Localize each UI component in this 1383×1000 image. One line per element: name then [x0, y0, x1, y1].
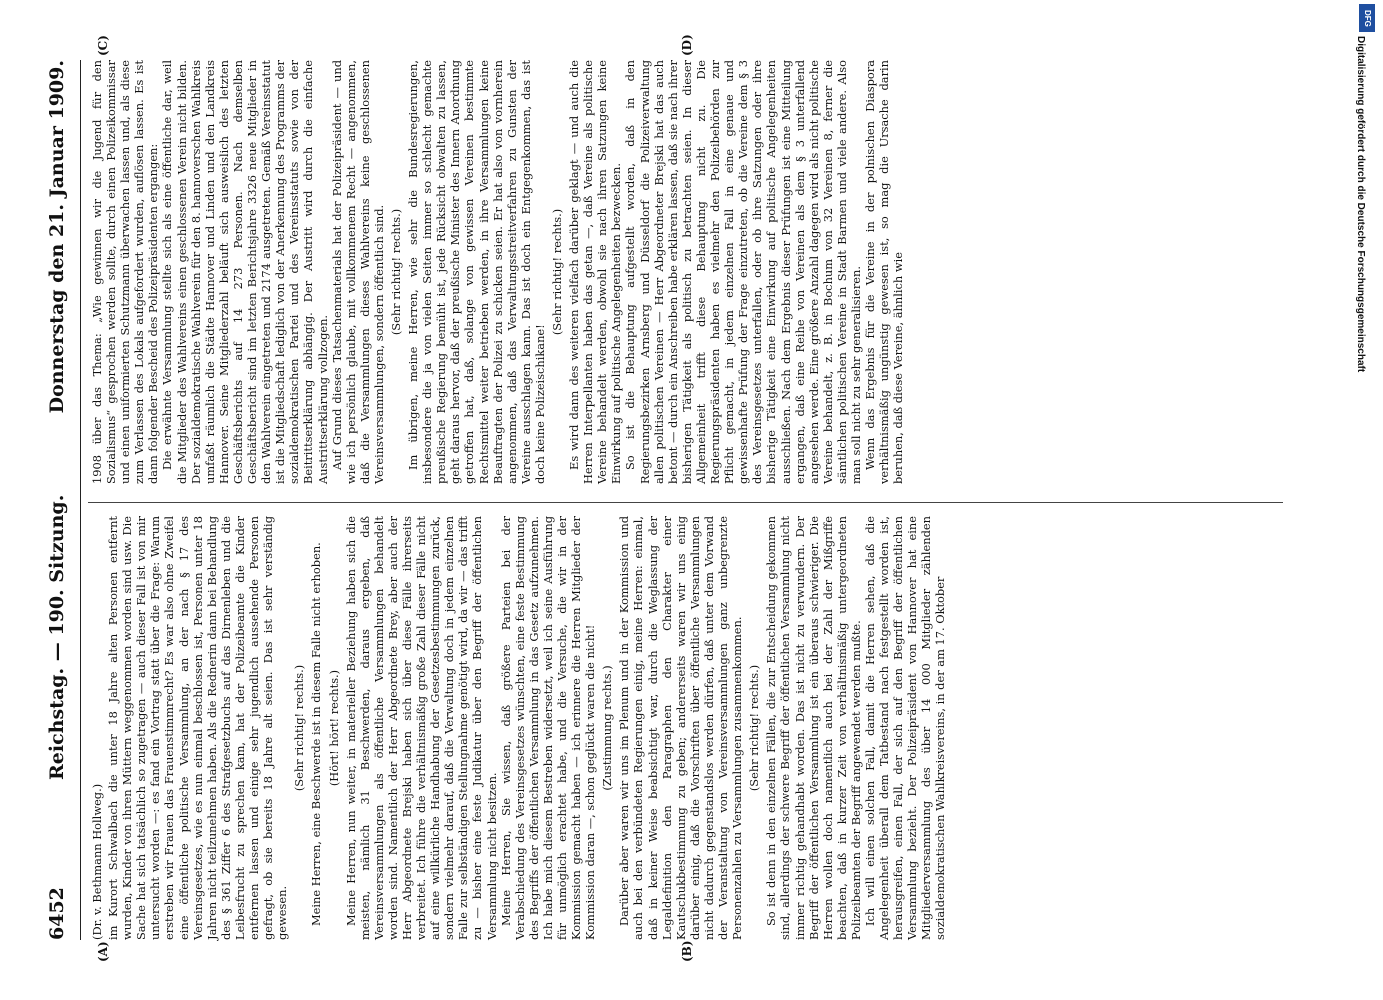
margin-marker-a: (A)	[96, 941, 110, 962]
left-column	[90, 516, 948, 940]
interjection: (Sehr richtig! rechts.)	[747, 664, 762, 792]
margin-marker-d: (D)	[680, 34, 694, 56]
digitization-credit: Digitalisierung gefördert durch die Deutsche Forschungsgemeinschaft	[1355, 36, 1366, 373]
paragraph: 1908 über das Thema: „Wie gewinnen wir die Jugend für den Sozialismus“ gesprochen werden sollte, durch einen Polizeikommissar und einen uniformierten Schutzmann überwachen lassen und, als diese zum Verlassen des Lokals aufgefordert wurden, auflösen lassen. Es ist dann folgender Bescheid des Polizeipräsidenten ergangen:	[90, 60, 161, 484]
paragraph: Meine Herren, eine Beschwerde ist in diesem Falle nicht erhoben.	[309, 542, 324, 926]
paragraph: So ist die Behauptung aufgestellt worden, daß in den Regierungsbezirken Arnsberg und Düsseldorf die Polizeiverwaltung allen politischen Vereinen — Herr Abgeordneter Brejski hat das auch betont — durch ein Anschreiben habe erklären lassen, daß sie nach ihrer bisherigen Tätigkeit als politisch zu betrachten seien. In dieser Allgemeinheit trifft diese Behauptung nicht zu. Die Regierungspräsidenten haben es vielmehr den Polizeibehörden zur Pflicht gemacht, in jedem einzelnen Fall in eine genaue und gewissenhafte Prüfung der Frage einzutreten, ob die Vereine dem § 3 des Vereinsgesetzes unterfallen, oder ob ihre Satzungen oder ihre bisherige Tätigkeit eine Einwirkung auf politische Angelegenheiten ausschließen. Nach dem Ergebnis dieser Prüfungen ist eine Mitteilung ergangen, daß eine Reihe von Vereinen als dem § 3 unterfallend angesehen werde. Eine größere Anzahl dagegen wird als nicht politische Vereine behandelt, z. B. in Bochum von 32 Vereinen 8, ferner die sämtlichen politischen Vereine in Stadt Barmen und viele andere. Also man soll nicht zu sehr generalisieren.	[623, 60, 863, 484]
header-rule	[80, 60, 81, 940]
paragraph: Im übrigen, meine Herren, wie sehr die Bundesregierungen, insbesondere die ja von vielen Seiten immer so schlecht gemachte preußische Regierung bemüht ist, jede Rücksicht obwalten zu lassen, geht daraus hervor, daß der preußische Minister des Innern Anordnung getroffen hat, daß, solange von gewissen Vereinen bestimmte Rechtsmittel weiter betrieben werden, in ihre Versammlungen keine Beauftragten der Polizei zu schicken seien. Er hat also von vornherein angenommen, daß das Verwaltungsstreitverfahren zu Gunsten der Vereine ausschlagen kann. Das ist doch ein Entgegenkommen, das ist doch keine Polizeischikane!	[406, 60, 547, 484]
paragraph: Es wird dann des weiteren vielfach darüber geklagt — und auch die Herren Interpellanten haben das getan —, daß Vereine als politische Vereine behandelt werden, obwohl sie nach ihren Satzungen keine Einwirkung auf politische Angelegenheiten bezwecken.	[567, 60, 624, 484]
paragraph: Ich will einen solchen Fall, damit die Herren sehen, daß die Angelegenheit überall dem Tatbestand nach festgestellt worden ist, herausgreifen, einen Fall, der sich auf den Begriff der öffentlichen Versammlung bezieht. Der Polizeipräsident von Hannover hat eine Mitgliederversammlung des über 14 000 Mitglieder zählenden sozialdemokratischen Wahlkreisvereins, in der am 17. Oktober	[862, 516, 948, 940]
page-header	[44, 60, 74, 940]
paragraph: Darüber aber waren wir uns im Plenum und in der Kommission und auch bei den verbündeten Regierungen einig, meine Herren: einmal, daß in keiner Weise beabsichtigt war, durch die Weglassung der Legaldefinition den Paragraphen den Charakter einer Kautschukbestimmung zu geben; andererseits waren wir uns einig darüber einig, daß die Vorschriften über öffentliche Versammlungen nicht dadurch gegenstandslos werden dürfen, daß unter dem Vorwand der Veranstaltung von Vereinsversammlungen ganz unbegrenzte Personenzahlen zu Versammlungen zusammenkommen.	[617, 516, 745, 940]
interjection: (Zustimmung rechts.)	[600, 665, 615, 791]
paragraph: So ist denn in den einzelnen Fällen, die zur Entscheidung gekommen sind, allerdings der schwere Begriff der öffentlichen Versammlung nicht immer richtig gehandhabt worden. Das ist nicht zu verwundern. Der Begriff der öffentlichen Versammlung ist ein überaus schwieriger. Die Herren wollen doch namentlich auch bei der Zahl der Mißgriffe beachten, daß in kurzer Zeit von verhältnismäßig untergeordneten Polizeibeamten der Begriff angewendet werden mußte.	[764, 516, 863, 940]
column-divider	[88, 502, 1283, 503]
dfg-logo: DFG	[1359, 4, 1375, 32]
paragraph: Wenn das Ergebnis für die Vereine in der polnischen Diaspora verhältnismäßig ungünstig gewesen ist, so mag die Ursache darin beruhen, daß diese Vereine, ähnlich wie	[863, 60, 906, 484]
side-credit	[1352, 36, 1366, 996]
interjection: (Hört! hört! rechts.)	[326, 669, 341, 787]
margin-marker-b: (B)	[680, 940, 694, 962]
paragraph: im Kurort Schwalbach die unter 18 Jahre alten Personen entfernt wurden, Kinder von ihren Müttern weggenommen worden sind usw. Die Sache hat sich tatsächlich so zugetragen — auch dieser Fall ist von mir untersucht worden —: es fand ein Vortrag statt über die Frage: Warum erstreben wir Frauen das Frauenstimmrecht? Es war also ohne Zweifel eine öffentliche politische Versammlung, an der nach § 17 des Vereinsgesetzes, wie es nun einmal beschlossen ist, Personen unter 18 Jahren nicht teilzunehmen haben. Als die Rednerin dann bei Behandlung des § 361 Ziffer 6 des Strafgesetzbuchs auf das Dirnenleben und die Leibesfrucht zu sprechen kam, hat der Polizeibeamte die Kinder entfernen lassen und einige sehr jugendlich aussehende Personen gefragt, ob sie bereits 18 Jahre alt seien. Das ist sehr verständig gewesen.	[106, 516, 290, 940]
margin-marker-c: (C)	[96, 35, 110, 56]
interjection: (Sehr richtig! rechts.)	[550, 208, 564, 336]
header-left-title: Reichstag. — 190. Sitzung.	[46, 494, 68, 780]
paragraph: Auf Grund dieses Tatsachenmaterials hat der Polizeipräsident — und wie ich persönlich glaube, mit vollkommenem Recht — angenommen, daß die Versammlungen dieses Wahlvereins keine geschlossenen Vereinsversammlungen, sondern öffentlich sind.	[329, 60, 386, 484]
speaker-name: (Dr. v. Bethmann Hollweg.)	[90, 783, 104, 940]
header-right-title: Donnerstag den 21. Januar 1909.	[46, 60, 68, 414]
interjection: (Sehr richtig! rechts.)	[292, 664, 307, 792]
paragraph: Die erwähnte Versammlung stellte sich als eine öffentliche dar, weil die Mitglieder des Wahlvereins einen geschlossenen Verein nicht bilden. Der sozialdemokratische Wahlverein für den 8. hannoverschen Wahlkreis umfaßt räumlich die Städte Hannover und Linden und den Landkreis Hannover. Seine Mitgliederzahl beläuft sich ausweislich des letzten Geschäftsberichts auf 14 273 Personen. Nach demselben Geschäftsbericht sind im letzten Berichtsjahre 3326 neue Mitglieder in den Wahlverein eingetreten und 2174 ausgetreten. Gemäß Vereinsstatut ist die Mitgliedschaft lediglich von der Anerkennung des Programms der sozialdemokratischen Partei und des Vereinsstatuts sowie von der Beitrittserklärung abhängig. Der Austritt wird durch die einfache Austrittserklärung vollzogen.	[160, 60, 330, 484]
right-column	[90, 60, 905, 484]
page-number: 6452	[46, 887, 68, 940]
interjection: (Sehr richtig! rechts.)	[388, 208, 403, 336]
paragraph: Meine Herren, nun weiter, in materieller Beziehung haben sich die meisten, nämlich 31 Beschwerden, daraus ergeben, daß Vereinsversammlungen als öffentliche Versammlungen behandelt worden sind. Namentlich der Herr Abgeordnete Brey, aber auch der Herr Abgeordnete Brejski haben sich über diese Fälle ihrerseits verbreitet. Ich führe die verhältnismäßig große Zahl dieser Fälle nicht auf eine willkürliche Handhabung der Gesetzesbestimmungen zurück, sondern vielmehr darauf, daß die Verwaltung doch in jedem einzelnen Falle zur selbständigen Stellungnahme genötigt wird, da wir — das trifft zu — bisher eine feste Judikatur über den Begriff der öffentlichen Versammlung nicht besitzen.	[343, 516, 499, 940]
paragraph: Meine Herren, Sie wissen, daß größere Parteien bei der Verabschiedung des Vereinsgesetzes wünschten, eine feste Bestimmung des Begriffs der öffentlichen Versammlung in das Gesetz aufzunehmen. Ich habe mich diesem Bestreben widersetzt, weil ich seine Ausführung für unmöglich erachtet habe, und die Versuche, die wir in der Kommission gemacht haben — ich erinnere die Herren Mitglieder der Kommission daran —, schon geglückt waren die nicht!	[498, 516, 598, 940]
